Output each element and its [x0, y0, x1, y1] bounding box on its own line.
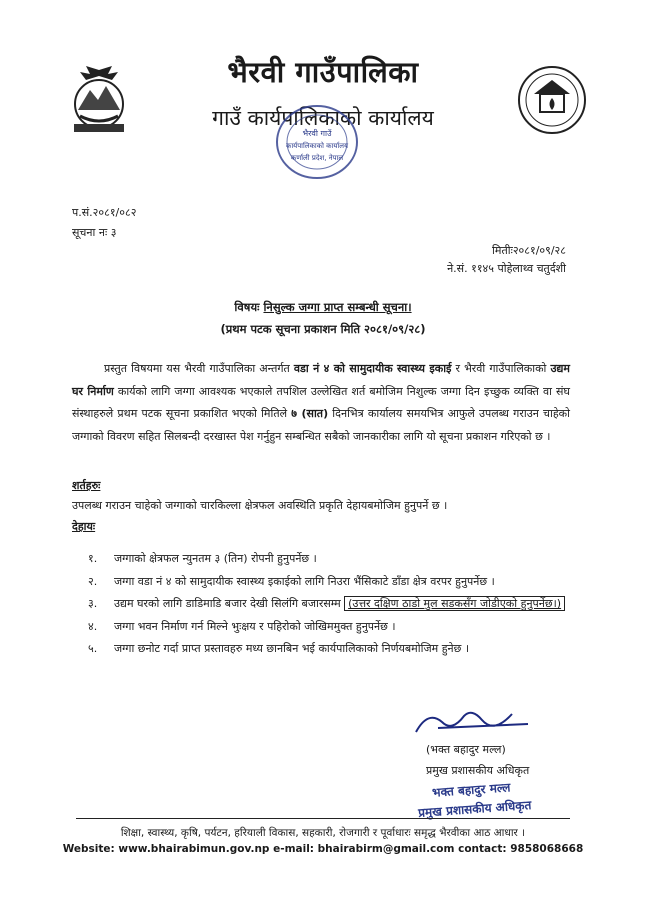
- list-item: ३. उद्यम घरको लागि डाडिमाडि बजार देखी सिलंगि बजारसम्म (उत्तर दक्षिण ठाडो मुल सडकसँग जोडीएको हुनुपर्नेछ।): [88, 593, 568, 616]
- subject-text: निसुल्क जग्गा प्राप्त सम्बन्धी सूचना।: [263, 300, 412, 314]
- office-stamp: [262, 96, 372, 188]
- list-item: ४. जग्गा भवन निर्माण गर्न मिल्ने भुःक्षय र पहिरोको जोखिममुक्त हुनुपर्नेछ ।: [88, 619, 396, 633]
- municipality-title: भैरवी गाउँपालिका: [227, 55, 419, 89]
- conditions-text: उपलब्ध गराउन चाहेको जग्गाको चारकिल्ला क्षेत्रफल अवस्थिति प्रकृति देहायबमोजिम हुनुपर्ने छ ।: [72, 499, 448, 512]
- svg-text:कार्यपालिकाको कार्यालय: कार्यपालिकाको कार्यालय: [285, 142, 349, 150]
- list-item: २. जग्गा वडा नं ४ को सामुदायीक स्वास्थ्य इकाईको लागि निउरा भैंसिकाटे डाँडा क्षेत्र वरपर हुनुपर्नेछ ।: [88, 574, 495, 588]
- subject-label: विषयः: [234, 300, 260, 314]
- subject-line: [0, 300, 646, 315]
- notice-number: सूचना नः ३: [72, 226, 117, 239]
- handwritten-signature: [408, 704, 548, 740]
- details-heading: देहायः: [72, 520, 96, 533]
- notice-body-paragraph: प्रस्तुत विषयमा यस भैरवी गाउँपालिका अन्तर्गत वडा नं ४ को सामुदायीक स्वास्थ्य इकाई र भैरवी गाउँपालिकाको उद्यम घर निर्माण कार्यको लागि जग्गा आवश्यक भएकाले तपशिल उल्लेखित शर्त बमोजिम निशुल्क जग्गा दिन इच्छुक व्यक्ति वा संघ संस्थाहरुले प्रथम पटक सूचना प्रकाशित भएको मितिले ७ (सात) दिनभित्र कार्यालय समयभित्र आफुले उपलब्ध गराउन चाहेको जग्गाको विवरण सहित सिलबन्दी दरखास्त पेश गर्नुहुन सम्बन्धित सबैको जानकारीका लागि यो सूचना प्रकाशन गरिएको छ ।: [72, 362, 570, 443]
- footer-contact: Website: www.bhairabimun.gov.np e-mail: bhairabirm@gmail.com contact: 9858068668: [62, 843, 584, 855]
- list-item: ५. जग्गा छनोट गर्दा प्राप्त प्रस्तावहरु मध्य छानबिन भई कार्यपालिकाको निर्णयबमोजिम हुनेछ ।: [88, 642, 470, 655]
- signatory-name: (भक्त बहादुर मल्ल): [426, 743, 506, 756]
- svg-text:भैरवी गाउँ: भैरवी गाउँ: [302, 129, 332, 138]
- footer-divider: [76, 818, 570, 819]
- nepal-sambat-date: ने.सं. ११४५ पोहेलाथ्व चतुर्दशी: [447, 262, 566, 275]
- conditions-heading: शर्तहरुः: [72, 479, 101, 492]
- office-subtitle: गाउँ कार्यपालिकाको कार्यालय: [212, 106, 434, 130]
- footer-slogan: शिक्षा, स्वास्थ्य, कृषि, पर्यटन, हरियाली विकास, सहकारी, रोजगारी र पूर्वाधारः समृद्ध भैरवीका आठ आधार ।: [120, 827, 526, 839]
- signature-stamp-title: प्रमुख प्रशासकीय अधिकृत: [417, 798, 532, 820]
- municipality-seal-logo: [516, 64, 588, 136]
- notice-date: मितीः२०८१/०९/२८: [492, 244, 566, 257]
- details-list: [88, 548, 568, 661]
- list-item: १. जग्गाको क्षेत्रफल न्युनतम ३ (तिन) रोपनी हुनुपर्नेछ ।: [88, 552, 317, 565]
- signature-stamp-name: भक्त बहादुर मल्ल: [431, 780, 511, 800]
- first-publication-date: (प्रथम पटक सूचना प्रकाशन मिति २०८१/०९/२८): [220, 322, 426, 336]
- signatory-title: प्रमुख प्रशासकीय अधिकृत: [426, 764, 530, 777]
- road-condition-boxed: (उत्तर दक्षिण ठाडो मुल सडकसँग जोडीएको हुनुपर्नेछ।): [344, 596, 565, 611]
- svg-text:कर्णाली प्रदेश, नेपाल: कर्णाली प्रदेश, नेपाल: [290, 154, 344, 162]
- reference-number: प.सं.२०८१/०८२: [72, 206, 137, 219]
